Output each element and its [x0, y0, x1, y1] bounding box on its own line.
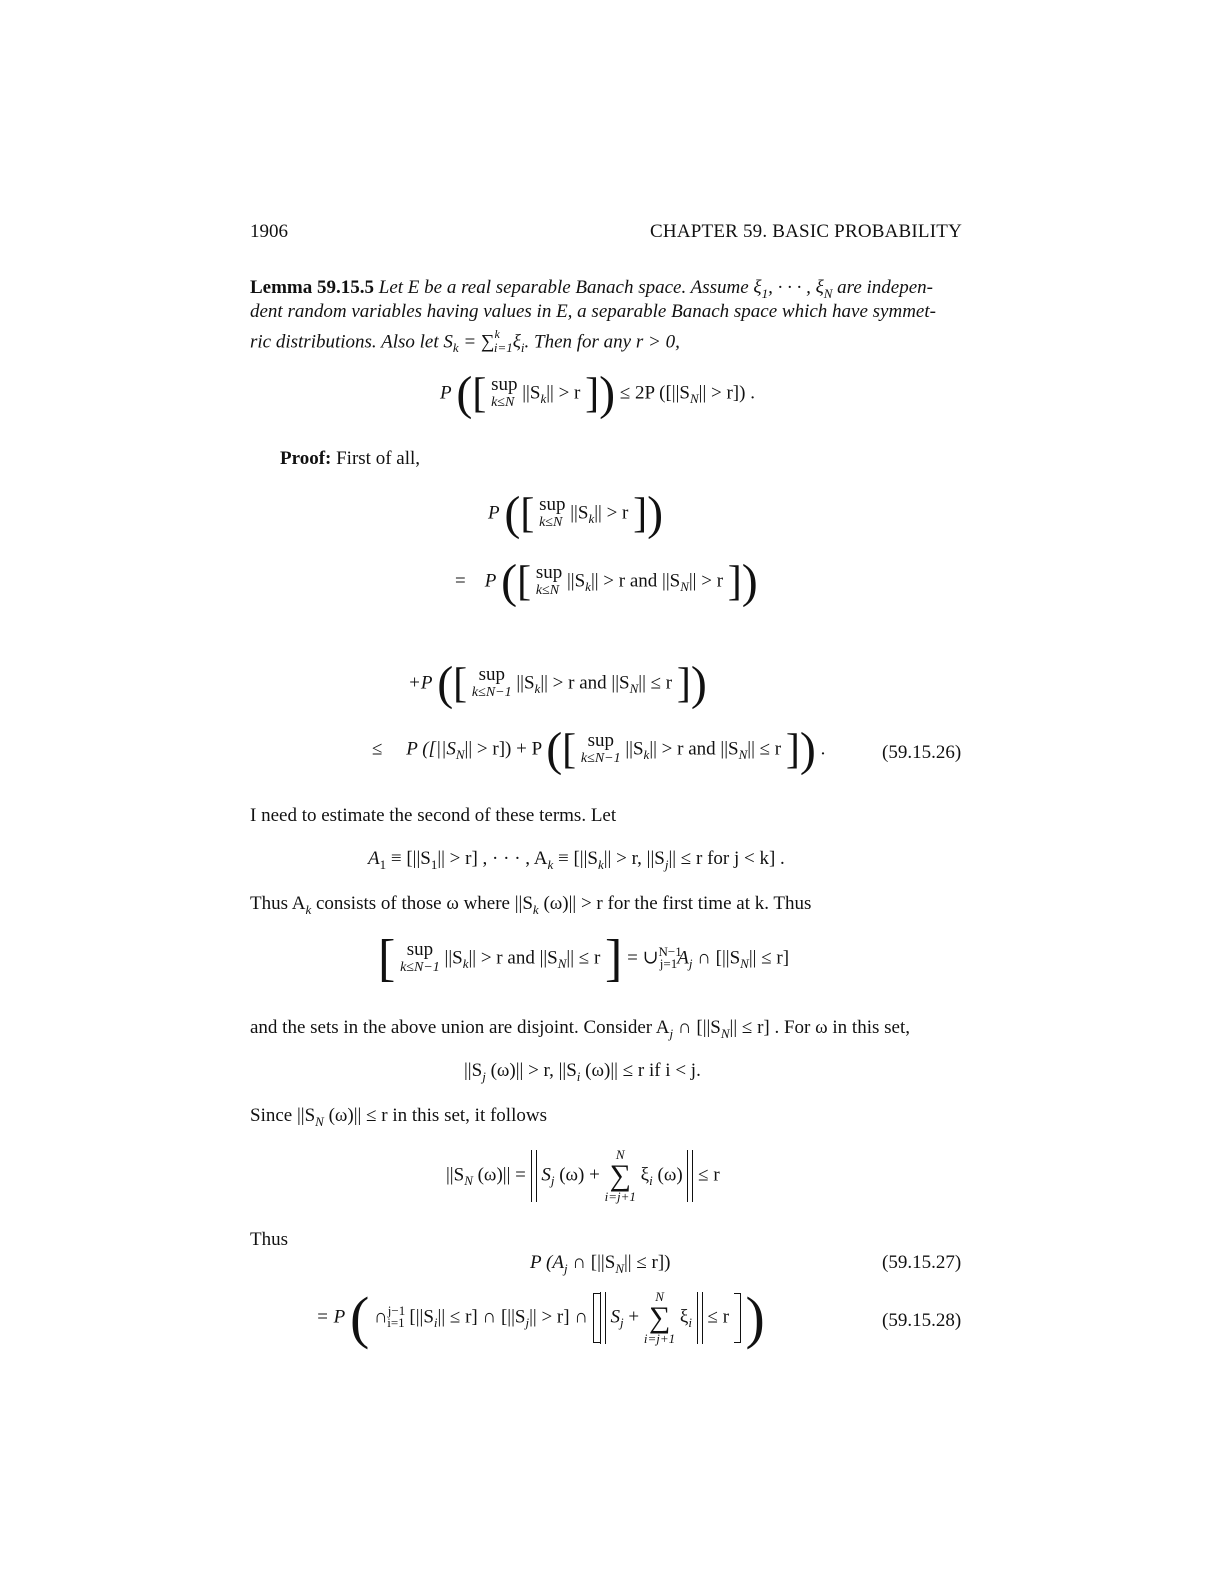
thus-ak-text: Thus $A_k$ consists of those ω where $||S_k$ (ω)|| > r for the first time at k. Thus — [250, 893, 812, 917]
lemma-text: Let E be a real separable Banach space. Assume $\xi_1$, · · · , $\xi_N$ are indepen- — [378, 277, 933, 301]
equation-b: = P ([ sup k≤N $||S_k|| > r$ and $||S_N|| > r$ ]) — [455, 555, 758, 608]
lemma-equation: P ([ sup k≤N $||S_k|| > r$ ]) ≤ 2P $([||S_N|| > r])$ . — [440, 367, 755, 420]
union-equation: [ sup k≤N−1 $||S_k|| > r$ and $||S_N|| \le r$ ] = $\cup^{N-1}_{j=1}A_j$ ∩ $[||S_N|| \le r]$ — [378, 930, 790, 987]
lemma-line-3: ric distributions. Also let $S_k = \sum^k_{i=1}\xi_i$. Then for any r > 0, — [250, 327, 680, 356]
since-text: Since $||S_N$ (ω)|| ≤ r in this set, it follows — [250, 1105, 547, 1129]
page-number: 1906 — [250, 221, 288, 242]
norm-equation: $||S_N$ $(\omega)|| = S_j$ (ω) + N ∑ i=j+1 $\xi_i$ (ω) ≤ r — [446, 1147, 720, 1204]
estimate-text: I need to estimate the second of these terms. Let — [250, 805, 617, 826]
sj-inequality: $||S_j$ (ω)|| > r, $||S_i$ (ω)|| ≤ r if i < j. — [464, 1060, 701, 1084]
thus-label: Thus — [250, 1229, 288, 1250]
equation-c: +P ([ sup k≤N−1 $||S_k|| > r$ and $||S_N|| \le r$ ]) — [408, 657, 707, 710]
chapter-title: CHAPTER 59. BASIC PROBABILITY — [650, 221, 962, 242]
disjoint-text: and the sets in the above union are disjoint. Consider $A_j$ ∩ $[||S_N|| \le r]$ . For ω in this set, — [250, 1017, 910, 1041]
lemma-label: Lemma 59.15.5 — [250, 277, 375, 298]
a-definition: $A_1 \equiv [||S_1|| > r]$ , · · · , $A_k \equiv [||S_k|| > r$, $||S_j|| \le r$ for j < k] . — [368, 848, 785, 872]
equation-number-26: (59.15.26) — [882, 742, 962, 763]
equation-number-27: (59.15.27) — [882, 1252, 962, 1273]
equation-27: P ($A_j$ ∩ $[||S_N|| \le r]$) — [530, 1252, 671, 1276]
proof-text: First of all, — [336, 448, 421, 469]
equation-a: P ([ sup k≤N $||S_k|| > r$ ]) — [488, 487, 664, 540]
proof-label: Proof: — [280, 448, 332, 469]
equation-number-28: (59.15.28) — [882, 1310, 962, 1331]
proof-line — [280, 447, 420, 471]
equation-28: = P ( ∩$^{j-1}_{i=1}$ $[||S_i|| \le r]$ ∩ $[||S_j|| > r]$ ∩ $S_j$ + N ∑ i=j+1 $\xi_i \le r$ ) — [316, 1285, 765, 1350]
equation-d: ≤ P $([||S_N|| > r]) + P$ ([ sup k≤N−1 $||S_k|| > r$ and $||S_N|| \le r$ ]) . — [372, 723, 826, 776]
lemma-line-2: dent random variables having values in E, a separable Banach space which have symmet- — [250, 301, 936, 322]
